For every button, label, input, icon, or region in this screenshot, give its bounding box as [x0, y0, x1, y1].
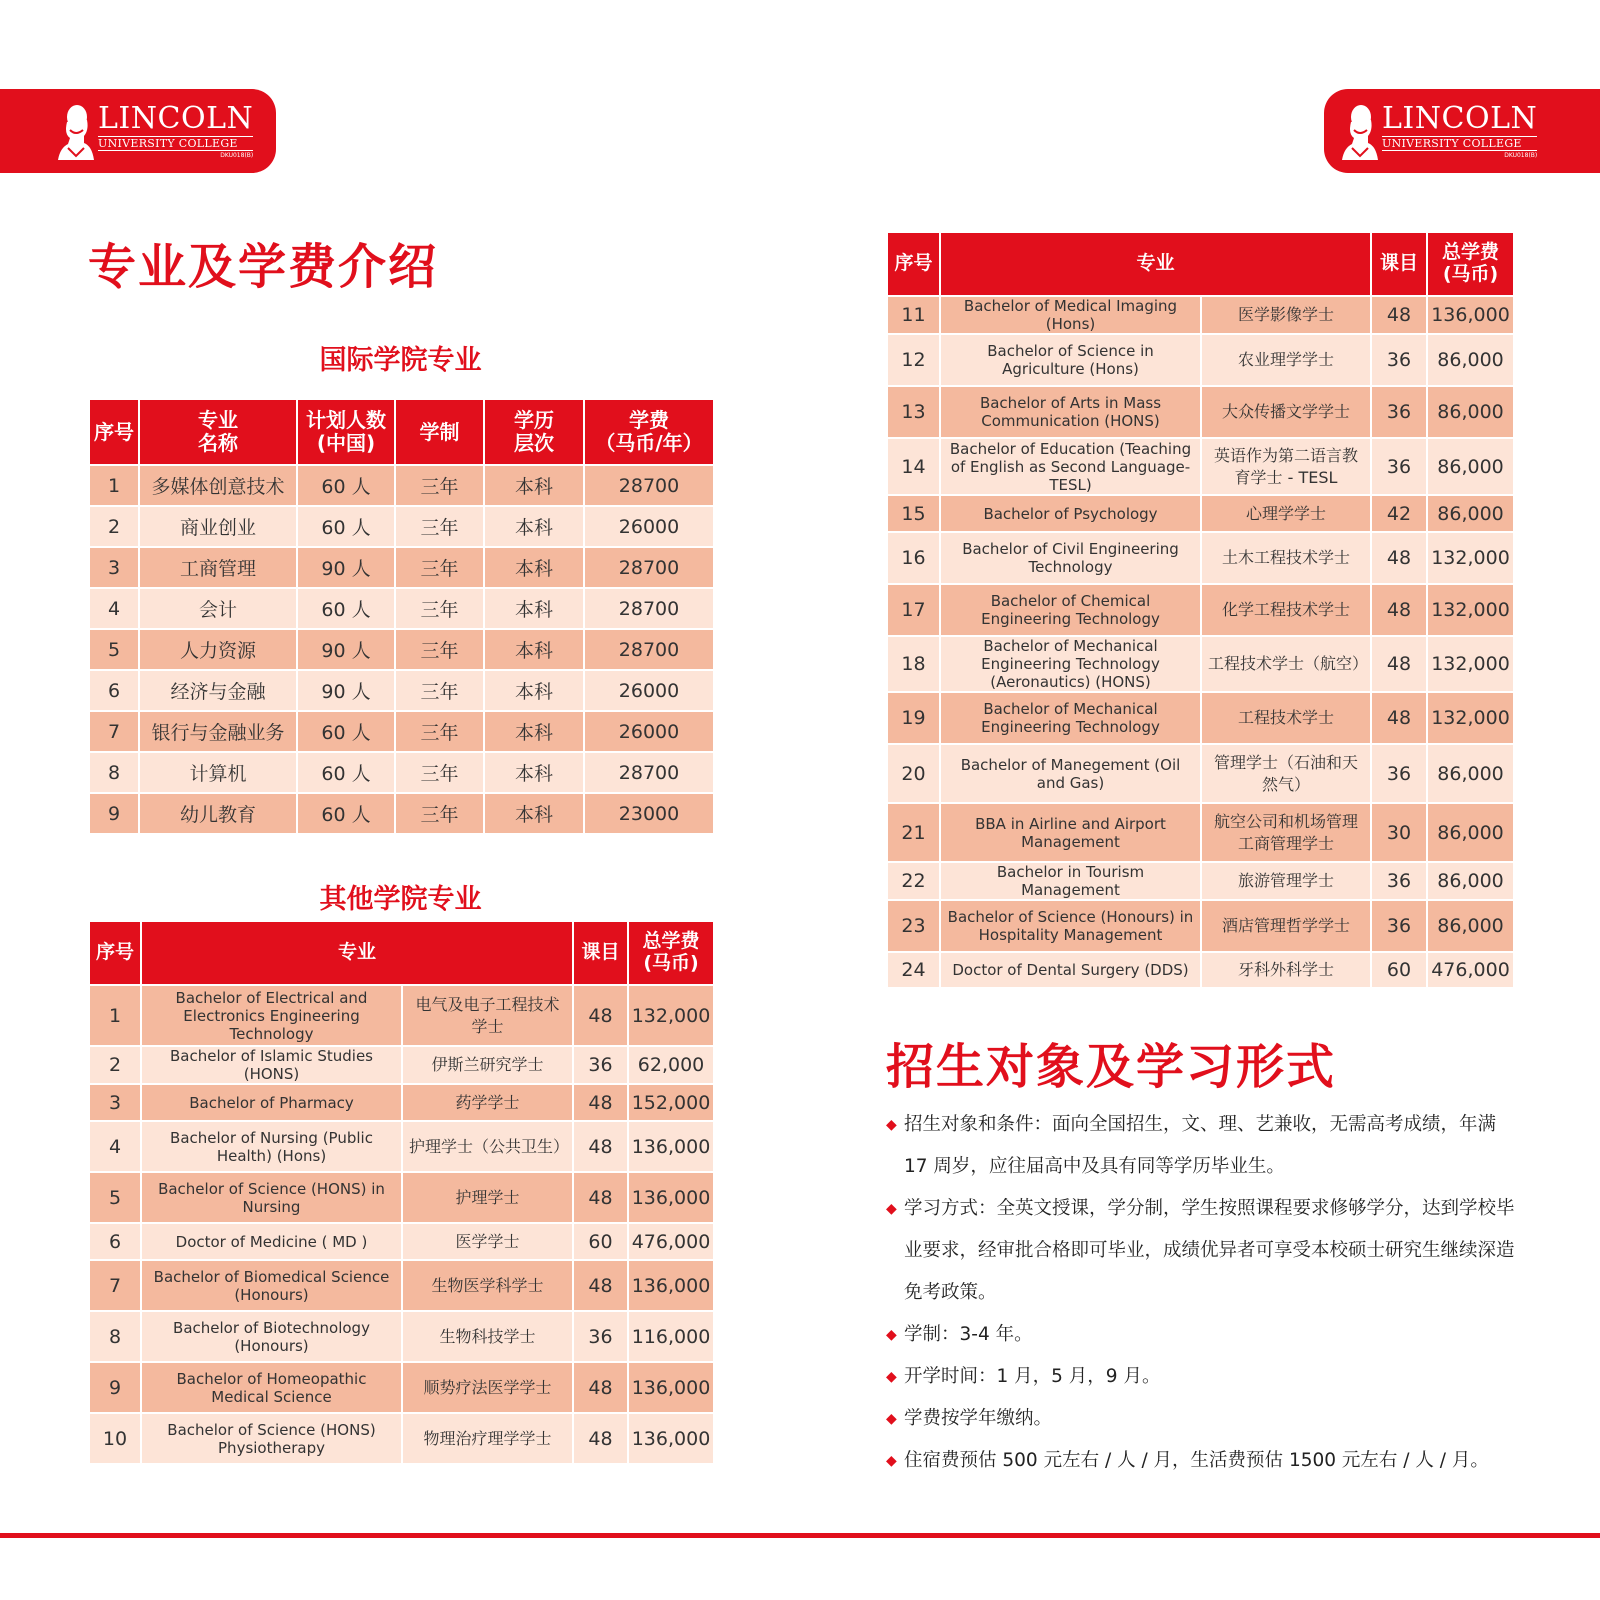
table-row [89, 711, 714, 752]
table-cell: 会计 [139, 588, 297, 629]
table-cell: 86,000 [1427, 862, 1514, 900]
table-cell: 18 [887, 636, 940, 692]
table-cell: 48 [573, 1362, 628, 1413]
table-cell: 136,000 [628, 1172, 714, 1223]
table-cell: 旅游管理学士 [1201, 862, 1371, 900]
lincoln-bust-icon [1340, 100, 1380, 162]
table-cell: 476,000 [1427, 952, 1514, 988]
table-cell: 12 [887, 334, 940, 386]
table-cell: 土木工程技术学士 [1201, 532, 1371, 584]
table-cell: 6 [89, 670, 139, 711]
table-cell: 36 [573, 1046, 628, 1084]
table-row [89, 1413, 714, 1464]
table-cell: 21 [887, 803, 940, 862]
table-cell: 16 [887, 532, 940, 584]
table-cell: 136,000 [1427, 296, 1514, 334]
column-header: 总学费 (马币) [1427, 232, 1514, 296]
table-row [89, 1260, 714, 1311]
table-cell: 2 [89, 506, 139, 547]
column-header: 计划人数 (中国) [297, 399, 395, 465]
table-cell: Bachelor of Mechanical Engineering Technology (Aeronautics) (HONS) [940, 636, 1201, 692]
table-cell: 牙科外科学士 [1201, 952, 1371, 988]
table-cell: 大众传播文学学士 [1201, 386, 1371, 438]
page-title: 专业及学费介绍 [88, 239, 439, 295]
table-cell: Bachelor of Science (HONS) Physiotherapy [141, 1413, 402, 1464]
table-cell: 本科 [484, 547, 584, 588]
column-header: 序号 [887, 232, 940, 296]
table-cell: 36 [1371, 386, 1427, 438]
table-cell: 6 [89, 1223, 141, 1260]
table-cell: Bachelor of Medical Imaging (Hons) [940, 296, 1201, 334]
column-header: 学制 [395, 399, 484, 465]
table-cell: 42 [1371, 495, 1427, 532]
table-row [887, 900, 1514, 952]
table-cell: 物理治疗理学学士 [402, 1413, 573, 1464]
table-cell: Bachelor of Mechanical Engineering Technology [940, 692, 1201, 744]
table-cell: 132,000 [1427, 532, 1514, 584]
table-cell: 86,000 [1427, 334, 1514, 386]
table-cell: 60 人 [297, 793, 395, 834]
table-cell: 15 [887, 495, 940, 532]
table-cell: 航空公司和机场管理工商管理学士 [1201, 803, 1371, 862]
table-cell: 14 [887, 438, 940, 495]
logo-left [0, 89, 276, 173]
table-cell: 136,000 [628, 1121, 714, 1172]
table-cell: 三年 [395, 547, 484, 588]
table-cell: 48 [573, 985, 628, 1046]
table-cell: 20 [887, 744, 940, 803]
table-cell: 三年 [395, 629, 484, 670]
list-item [886, 1188, 1522, 1314]
table-cell: 11 [887, 296, 940, 334]
column-header: 课目 [573, 921, 628, 985]
table-cell: 5 [89, 629, 139, 670]
table-row [89, 1362, 714, 1413]
table-row [887, 952, 1514, 988]
table-cell: 60 人 [297, 506, 395, 547]
table-cell: Bachelor of Civil Engineering Technology [940, 532, 1201, 584]
table-cell: 管理学士（石油和天然气） [1201, 744, 1371, 803]
table-row [887, 636, 1514, 692]
table-cell: Bachelor in Tourism Management [940, 862, 1201, 900]
table-cell: 90 人 [297, 547, 395, 588]
table-row [887, 692, 1514, 744]
table-cell: Doctor of Dental Surgery (DDS) [940, 952, 1201, 988]
table-row [89, 1084, 714, 1121]
table-cell: 36 [1371, 334, 1427, 386]
table-cell: 8 [89, 1311, 141, 1362]
enrollment-title: 招生对象及学习形式 [886, 1039, 1337, 1095]
list-item-text: 学习方式：全英文授课，学分制，学生按照课程要求修够学分，达到学校毕业要求，经审批合格即可毕业，成绩优异者可享受本校硕士研究生继续深造免考政策。 [904, 1198, 1515, 1303]
column-header: 学历 层次 [484, 399, 584, 465]
table-cell: 23 [887, 900, 940, 952]
table-cell: Bachelor of Biomedical Science (Honours) [141, 1260, 402, 1311]
table-cell: 26000 [584, 506, 714, 547]
table-row [89, 793, 714, 834]
table-row [89, 506, 714, 547]
table-cell: 36 [573, 1311, 628, 1362]
logo-reg-text: DKU018(B) [220, 151, 254, 159]
table-cell: 86,000 [1427, 495, 1514, 532]
table-cell: 28700 [584, 588, 714, 629]
bullet-icon: ◆ [886, 1411, 897, 1427]
table-cell: 60 人 [297, 588, 395, 629]
table-cell: 28700 [584, 465, 714, 506]
table-cell: 86,000 [1427, 386, 1514, 438]
table-cell: 7 [89, 1260, 141, 1311]
table-cell: 90 人 [297, 629, 395, 670]
table-cell: 17 [887, 584, 940, 636]
bullet-icon: ◆ [886, 1369, 897, 1385]
table-cell: 152,000 [628, 1084, 714, 1121]
table-row [89, 1121, 714, 1172]
table-cell: 本科 [484, 670, 584, 711]
table-cell: 3 [89, 1084, 141, 1121]
table-cell: 1 [89, 985, 141, 1046]
table-cell: 48 [573, 1413, 628, 1464]
table-cell: 三年 [395, 465, 484, 506]
table-cell: 86,000 [1427, 900, 1514, 952]
table-cell: 工商管理 [139, 547, 297, 588]
list-item-text: 招生对象和条件：面向全国招生，文、理、艺兼收，无需高考成绩，年满 17 周岁，应往届高中及具有同等学历毕业生。 [904, 1114, 1497, 1177]
table-cell: 经济与金融 [139, 670, 297, 711]
table-cell: 23000 [584, 793, 714, 834]
list-item [886, 1356, 1522, 1398]
logo-sub-text: UNIVERSITY COLLEGE [1382, 136, 1537, 151]
table-cell: Bachelor of Education (Teaching of English as Second Language-TESL) [940, 438, 1201, 495]
table-row [89, 1046, 714, 1084]
table-cell: Bachelor of Science in Agriculture (Hons) [940, 334, 1201, 386]
lincoln-bust-icon [56, 100, 96, 162]
table-cell: 三年 [395, 711, 484, 752]
table-cell: 化学工程技术学士 [1201, 584, 1371, 636]
table-cell: 36 [1371, 900, 1427, 952]
table-cell: 60 [573, 1223, 628, 1260]
table-row [887, 438, 1514, 495]
table-cell: 30 [1371, 803, 1427, 862]
table-cell: BBA in Airline and Airport Management [940, 803, 1201, 862]
table-cell: 60 人 [297, 465, 395, 506]
table-cell: 本科 [484, 465, 584, 506]
other-majors-table-continued [886, 231, 1515, 989]
table-cell: 三年 [395, 506, 484, 547]
table-row [887, 296, 1514, 334]
table-cell: 22 [887, 862, 940, 900]
intl-section-title: 国际学院专业 [319, 345, 482, 376]
bullet-icon: ◆ [886, 1327, 897, 1343]
list-item [886, 1314, 1522, 1356]
table-cell: 60 [1371, 952, 1427, 988]
table-cell: Bachelor of Electrical and Electronics Engineering Technology [141, 985, 402, 1046]
table-cell: 酒店管理哲学学士 [1201, 900, 1371, 952]
table-row [89, 629, 714, 670]
table-cell: 人力资源 [139, 629, 297, 670]
table-cell: 86,000 [1427, 803, 1514, 862]
table-cell: 药学学士 [402, 1084, 573, 1121]
table-cell: 36 [1371, 744, 1427, 803]
list-item [886, 1104, 1522, 1188]
table-cell: 136,000 [628, 1413, 714, 1464]
list-item-text: 开学时间：1 月，5 月，9 月。 [904, 1366, 1161, 1387]
table-cell: 132,000 [1427, 584, 1514, 636]
table-cell: 28700 [584, 629, 714, 670]
table-cell: 本科 [484, 793, 584, 834]
table-row [89, 588, 714, 629]
intl-majors-table [88, 398, 715, 835]
logo-reg-text: DKU018(B) [1504, 151, 1538, 159]
table-row [887, 532, 1514, 584]
table-cell: 48 [1371, 296, 1427, 334]
table-cell: 36 [1371, 862, 1427, 900]
table-cell: 476,000 [628, 1223, 714, 1260]
table-header-row [89, 399, 714, 465]
table-cell: 医学影像学士 [1201, 296, 1371, 334]
table-cell: Bachelor of Science (HONS) in Nursing [141, 1172, 402, 1223]
column-header: 总学费 (马币) [628, 921, 714, 985]
table-cell: 护理学士（公共卫生） [402, 1121, 573, 1172]
enrollment-list [886, 1104, 1522, 1482]
table-cell: 86,000 [1427, 438, 1514, 495]
table-row [887, 862, 1514, 900]
table-row [887, 334, 1514, 386]
table-cell: Bachelor of Biotechnology (Honours) [141, 1311, 402, 1362]
table-cell: 护理学士 [402, 1172, 573, 1223]
table-row [89, 547, 714, 588]
list-item [886, 1440, 1522, 1482]
table-cell: 10 [89, 1413, 141, 1464]
table-cell: 86,000 [1427, 744, 1514, 803]
other-section-title: 其他学院专业 [319, 884, 482, 915]
table-cell: 1 [89, 465, 139, 506]
table-row [89, 752, 714, 793]
table-cell: 60 人 [297, 711, 395, 752]
table-cell: 工程技术学士 [1201, 692, 1371, 744]
table-cell: 顺势疗法医学学士 [402, 1362, 573, 1413]
column-header: 课目 [1371, 232, 1427, 296]
table-cell: Bachelor of Chemical Engineering Technology [940, 584, 1201, 636]
table-cell: 三年 [395, 752, 484, 793]
bottom-divider [0, 1533, 1600, 1538]
table-row [887, 386, 1514, 438]
list-item-text: 住宿费预估 500 元左右 / 人 / 月，生活费预估 1500 元左右 / 人 / 月。 [904, 1450, 1489, 1471]
table-cell: 48 [1371, 636, 1427, 692]
table-cell: 生物医学科学士 [402, 1260, 573, 1311]
table-cell: 132,000 [628, 985, 714, 1046]
table-cell: 28700 [584, 752, 714, 793]
table-cell: Bachelor of Nursing (Public Health) (Hons) [141, 1121, 402, 1172]
table-cell: 3 [89, 547, 139, 588]
table-row [89, 1172, 714, 1223]
table-row [887, 495, 1514, 532]
bullet-icon: ◆ [886, 1117, 897, 1133]
table-cell: 48 [573, 1260, 628, 1311]
list-item [886, 1398, 1522, 1440]
table-cell: 26000 [584, 711, 714, 752]
table-cell: 生物科技学士 [402, 1311, 573, 1362]
table-row [887, 744, 1514, 803]
table-cell: 心理学学士 [1201, 495, 1371, 532]
table-cell: 本科 [484, 629, 584, 670]
table-row [89, 1223, 714, 1260]
table-cell: 9 [89, 793, 139, 834]
table-cell: Bachelor of Psychology [940, 495, 1201, 532]
list-item-text: 学制：3-4 年。 [904, 1324, 1033, 1345]
table-cell: 62,000 [628, 1046, 714, 1084]
table-cell: 9 [89, 1362, 141, 1413]
table-cell: 90 人 [297, 670, 395, 711]
table-cell: 幼儿教育 [139, 793, 297, 834]
table-row [89, 1311, 714, 1362]
table-cell: 三年 [395, 588, 484, 629]
table-cell: Bachelor of Arts in Mass Communication (HONS) [940, 386, 1201, 438]
table-cell: 2 [89, 1046, 141, 1084]
table-cell: Doctor of Medicine ( MD ) [141, 1223, 402, 1260]
logo-sub-text: UNIVERSITY COLLEGE [98, 136, 253, 151]
table-cell: 48 [1371, 692, 1427, 744]
logo-main-text: LINCOLN [98, 100, 254, 136]
column-header: 专业 [141, 921, 573, 985]
table-cell: 28700 [584, 547, 714, 588]
list-item-text: 学费按学年缴纳。 [904, 1408, 1053, 1429]
table-cell: 136,000 [628, 1362, 714, 1413]
table-cell: 4 [89, 1121, 141, 1172]
table-cell: 48 [573, 1172, 628, 1223]
table-cell: Bachelor of Islamic Studies (HONS) [141, 1046, 402, 1084]
table-cell: 8 [89, 752, 139, 793]
table-cell: 商业创业 [139, 506, 297, 547]
table-cell: 116,000 [628, 1311, 714, 1362]
table-header-row [887, 232, 1514, 296]
table-cell: 26000 [584, 670, 714, 711]
column-header: 序号 [89, 399, 139, 465]
table-cell: 工程技术学士（航空） [1201, 636, 1371, 692]
table-cell: 本科 [484, 506, 584, 547]
table-cell: 24 [887, 952, 940, 988]
table-cell: 136,000 [628, 1260, 714, 1311]
table-cell: Bachelor of Homeopathic Medical Science [141, 1362, 402, 1413]
table-cell: 三年 [395, 670, 484, 711]
table-cell: 医学学士 [402, 1223, 573, 1260]
table-cell: 60 人 [297, 752, 395, 793]
table-cell: 19 [887, 692, 940, 744]
table-cell: Bachelor of Manegement (Oil and Gas) [940, 744, 1201, 803]
column-header: 专业 [940, 232, 1371, 296]
table-row [89, 985, 714, 1046]
table-cell: 银行与金融业务 [139, 711, 297, 752]
table-cell: 多媒体创意技术 [139, 465, 297, 506]
table-cell: 农业理学学士 [1201, 334, 1371, 386]
table-row [887, 803, 1514, 862]
table-cell: 48 [573, 1084, 628, 1121]
bullet-icon: ◆ [886, 1201, 897, 1217]
table-row [89, 465, 714, 506]
logo-main-text: LINCOLN [1382, 100, 1538, 136]
table-row [89, 670, 714, 711]
table-row [887, 584, 1514, 636]
table-cell: 48 [1371, 584, 1427, 636]
bullet-icon: ◆ [886, 1453, 897, 1469]
table-cell: 英语作为第二语言教育学士 - TESL [1201, 438, 1371, 495]
other-majors-table [88, 920, 715, 1465]
column-header: 学费 （马币/年） [584, 399, 714, 465]
table-cell: 48 [1371, 532, 1427, 584]
column-header: 序号 [89, 921, 141, 985]
table-cell: 36 [1371, 438, 1427, 495]
table-cell: 48 [573, 1121, 628, 1172]
table-cell: 本科 [484, 752, 584, 793]
table-cell: 132,000 [1427, 692, 1514, 744]
table-cell: 电气及电子工程技术学士 [402, 985, 573, 1046]
table-cell: Bachelor of Pharmacy [141, 1084, 402, 1121]
table-cell: 伊斯兰研究学士 [402, 1046, 573, 1084]
table-cell: 本科 [484, 588, 584, 629]
table-cell: 计算机 [139, 752, 297, 793]
table-cell: 13 [887, 386, 940, 438]
table-cell: 7 [89, 711, 139, 752]
table-cell: 4 [89, 588, 139, 629]
table-header-row [89, 921, 714, 985]
table-cell: Bachelor of Science (Honours) in Hospitality Management [940, 900, 1201, 952]
table-cell: 本科 [484, 711, 584, 752]
table-cell: 三年 [395, 793, 484, 834]
column-header: 专业 名称 [139, 399, 297, 465]
table-cell: 132,000 [1427, 636, 1514, 692]
logo-right [1324, 89, 1600, 173]
table-cell: 5 [89, 1172, 141, 1223]
